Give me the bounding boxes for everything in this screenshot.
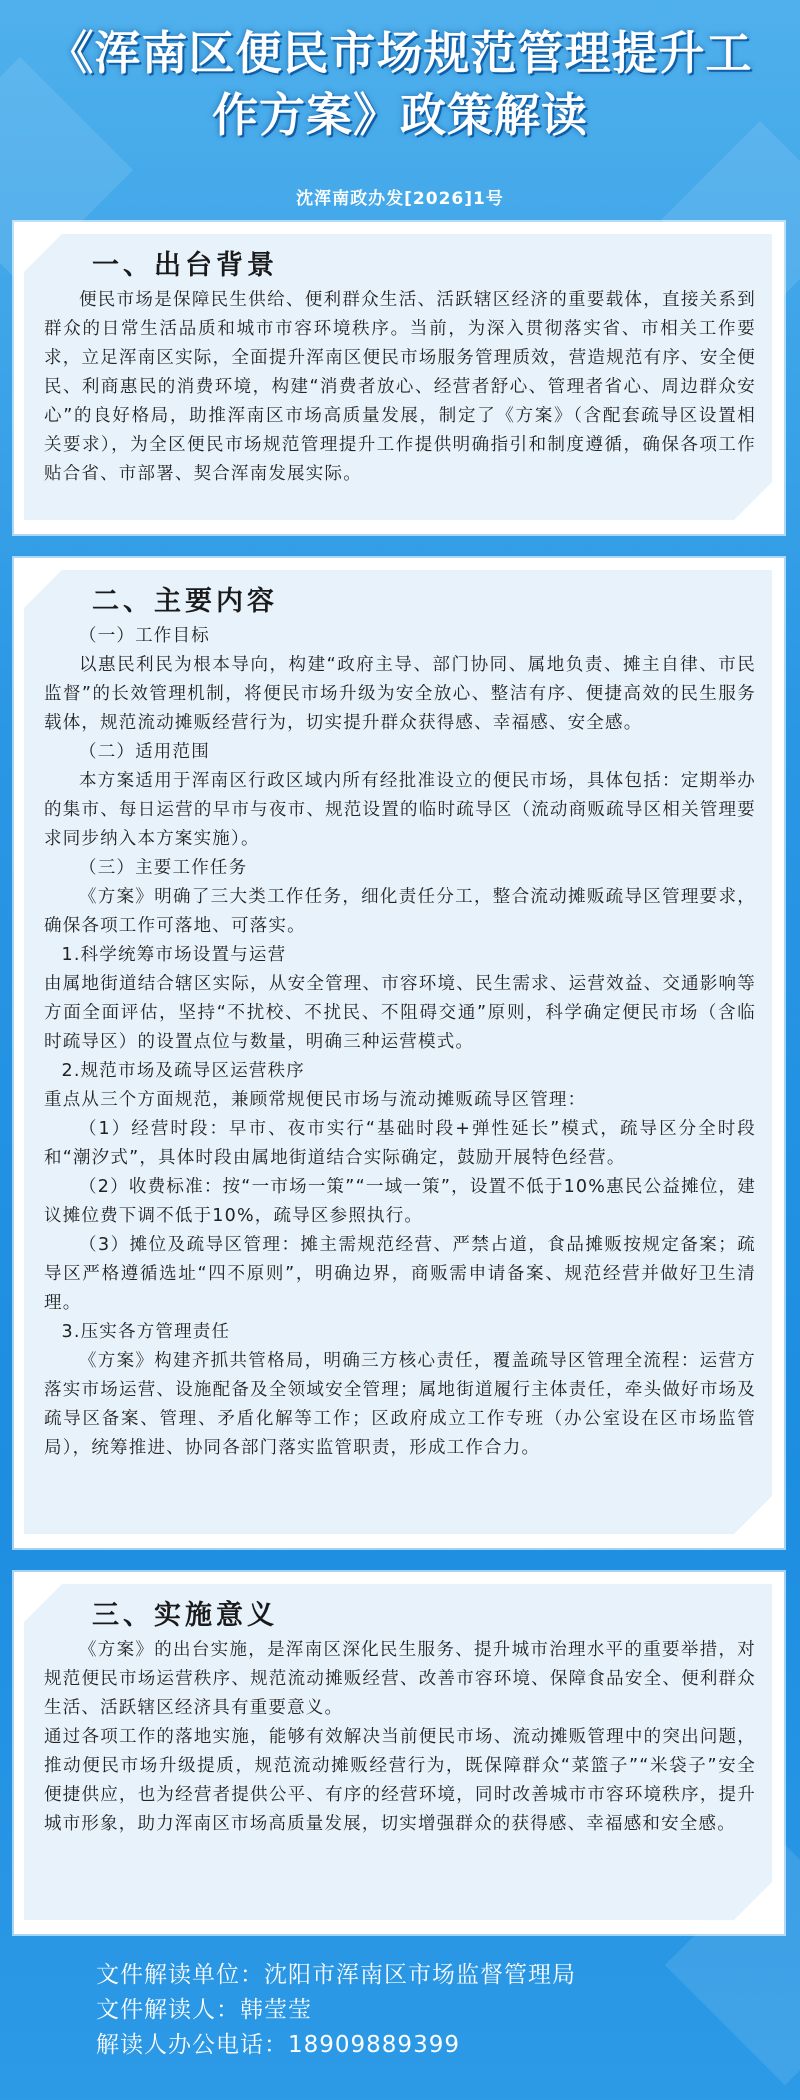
subsection-text-scope: 本方案适用于浑南区行政区域内所有经批准设立的便民市场，具体包括：定期举办的集市、每日运营的早市与夜市、规范设置的临时疏导区（流动商贩疏导区相关管理要求同步纳入本方案实施）。 [44,771,756,849]
task-title-3: 3.压实各方管理责任 [61,1322,231,1342]
task-text-1: 由属地街道结合辖区实际，从安全管理、市容环境、民生需求、运营效益、交通影响等方面全面评估，坚持“不扰校、不扰民、不阻碍交通”原则，科学确定便民市场（含临时疏导区）的设置点位与数量，明确三种运营模式。 [44,974,756,1052]
section-significance-card [14,1572,784,1934]
task-text-2: 重点从三个方面规范，兼顾常规便民市场与流动摊贩疏导区管理： [44,1090,587,1110]
section-paragraph: 通过各项工作的落地实施，能够有效解决当前便民市场、流动摊贩管理中的突出问题，推动便民市场升级提质，规范流动摊贩经营行为，既保障群众“菜篮子”“米袋子”安全便捷供应，也为经营者提供公平、有序的经营环境，同时改善城市市容环境秩序，提升城市形象，助力浑南区市场高质量发展，切实增强群众的获得感、幸福感和安全感。 [44,1727,756,1834]
title-line-2: 作方案》政策解读 [212,88,588,142]
section-heading: 一、出台背景 [92,250,278,281]
subsection-text-goal: 以惠民利民为根本导向，构建“政府主导、部门协同、属地负责、摊主自律、市民监督”的长效管理机制，将便民市场升级为安全放心、整洁有序、便捷高效的民生服务载体，规范流动摊贩经营行为，切实提升群众获得感、幸福感、安全感。 [44,655,756,733]
task-title-1: 1.科学统筹市场设置与运营 [61,945,287,965]
task-item-stalls: （3）摊位及疏导区管理：摊主需规范经营、严禁占道，食品摊贩按规定备案；疏导区严格遵循选址“四不原则”，明确边界，商贩需申请备案、规范经营并做好卫生清理。 [44,1235,756,1313]
footer-unit: 文件解读单位：沈阳市浑南区市场监督管理局 [96,1962,576,1988]
task-item-hours: （1）经营时段：早市、夜市实行“基础时段+弹性延长”模式，疏导区分全时段和“潮汐式”，具体时段由属地街道结合实际确定，鼓励开展特色经营。 [44,1119,756,1168]
document-number: 沈浑南政办发[2026]1号 [296,189,504,209]
section-main-content-card [14,558,784,1548]
task-item-fees: （2）收费标准：按“一市场一策”“一域一策”，设置不低于10%惠民公益摊位，建议摊位费下调不低于10%，疏导区参照执行。 [44,1177,756,1226]
section-paragraph: 便民市场是保障民生供给、便利群众生活、活跃辖区经济的重要载体，直接关系到群众的日常生活品质和城市市容环境秩序。当前，为深入贯彻落实省、市相关工作要求，立足浑南区实际，全面提升浑南区便民市场服务管理质效，营造规范有序、安全便民、利商惠民的消费环境，构建“消费者放心、经营者舒心、管理者省心、周边群众安心”的良好格局，助推浑南区市场高质量发展，制定了《方案》（含配套疏导区设置相关要求），为全区便民市场规范管理提升工作提供明确指引和制度遵循，确保各项工作贴合省、市部署、契合浑南发展实际。 [44,290,756,484]
footer-phone: 解读人办公电话：18909889399 [96,2032,460,2058]
section-paragraph: 《方案》的出台实施，是浑南区深化民生服务、提升城市治理水平的重要举措，对规范便民市场运营秩序、规范流动摊贩经营、改善市容环境、保障食品安全、便利群众生活、活跃辖区经济具有重要意义。 [44,1640,756,1718]
task-text-3: 《方案》构建齐抓共管格局，明确三方核心责任，覆盖疏导区管理全流程：运营方落实市场运营、设施配备及全领域安全管理；属地街道履行主体责任，牵头做好市场及疏导区备案、管理、矛盾化解等工作；区政府成立工作专班（办公室设在区市场监管局），统筹推进、协同各部门落实监管职责，形成工作合力。 [44,1351,756,1458]
page-title [0,22,800,146]
section-background-card [14,222,784,534]
footer-contact [96,1958,576,2063]
section-heading: 二、主要内容 [92,586,278,617]
subsection-title-tasks: （三）主要工作任务 [79,858,248,878]
subsection-text-tasks: 《方案》明确了三大类工作任务，细化责任分工，整合流动摊贩疏导区管理要求，确保各项工作可落地、可落实。 [44,887,756,936]
section-heading: 三、实施意义 [92,1600,278,1631]
title-line-1: 《浑南区便民市场规范管理提升工 [47,26,753,80]
task-title-2: 2.规范市场及疏导区运营秩序 [61,1061,305,1081]
footer-person: 文件解读人：韩莹莹 [96,1997,312,2023]
subsection-title-goal: （一）工作目标 [79,626,210,646]
subsection-title-scope: （二）适用范围 [79,742,210,762]
